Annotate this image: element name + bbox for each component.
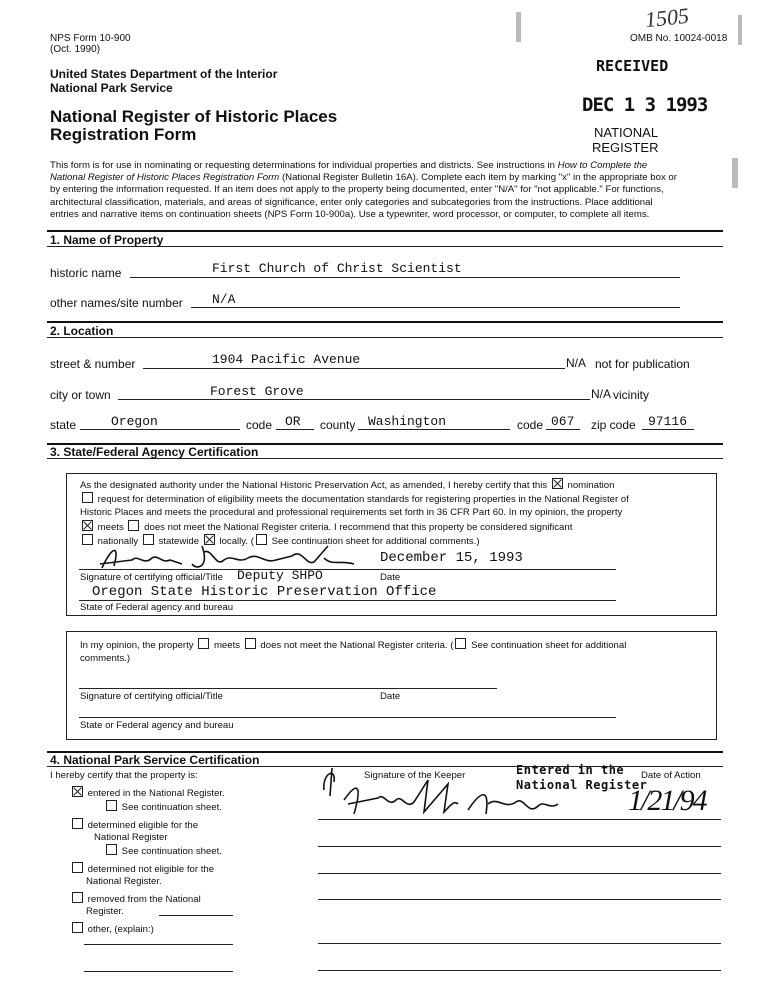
zip-line: [642, 429, 694, 430]
request-checkbox[interactable]: [82, 492, 93, 503]
historic-name-label: historic name: [50, 266, 122, 280]
agency-label: State of Federal agency and bureau: [80, 602, 234, 613]
entered-checkbox[interactable]: [72, 786, 83, 797]
other-explain-line: [84, 944, 233, 945]
not-for-publication-value[interactable]: N/A: [566, 356, 587, 370]
agency-label-2: State or Federal agency and bureau: [80, 720, 234, 731]
vicinity-value[interactable]: N/A: [591, 387, 612, 401]
section-divider: [47, 246, 723, 247]
signature-label: Signature of certifying official/Title: [80, 572, 223, 583]
historic-name-line: [130, 277, 680, 278]
form-title-line1: National Register of Historic Places: [50, 107, 338, 126]
omb-number: OMB No. 10024-0018: [630, 33, 728, 44]
scan-speck: [516, 12, 521, 42]
other-names-field[interactable]: N/A: [212, 292, 236, 307]
certifying-title[interactable]: Deputy SHPO: [237, 568, 323, 583]
not-eligible-checkbox[interactable]: [72, 862, 83, 873]
opinion-text: In my opinion, the property meets does not meet the National Register criteria. ( See continuation sheet for additional comments.): [80, 640, 627, 664]
other-explain-line: [84, 971, 233, 972]
zip-field[interactable]: 97116: [648, 414, 688, 429]
see-cont-checkbox-1[interactable]: [106, 800, 117, 811]
determined-eligible-checkbox[interactable]: [72, 818, 83, 829]
keeper-line: [318, 873, 721, 874]
signature-line: [79, 569, 616, 570]
removed-checkbox[interactable]: [72, 892, 83, 903]
see-cont-checkbox-2[interactable]: [106, 844, 117, 855]
form-date: (Oct. 1990): [50, 44, 101, 55]
county-code-field[interactable]: 067: [551, 414, 575, 429]
vicinity-label: vicinity: [613, 388, 650, 402]
form-title-line2: Registration Form: [50, 125, 197, 144]
street-field[interactable]: 1904 Pacific Avenue: [212, 352, 361, 367]
entered-stamp-2: National Register: [516, 778, 648, 792]
code-field[interactable]: OR: [285, 414, 301, 429]
keeper-line: [318, 943, 721, 944]
date-label: Date: [380, 572, 401, 583]
keeper-label: Signature of the Keeper: [364, 770, 466, 781]
keeper-line: [318, 846, 721, 847]
city-field[interactable]: Forest Grove: [210, 384, 304, 399]
scan-speck: [738, 15, 742, 45]
state-label: state: [50, 418, 77, 432]
other-names-line: [191, 307, 680, 308]
form-number: NPS Form 10-900: [50, 33, 131, 44]
agency-field[interactable]: Oregon State Historic Preservation Office: [92, 584, 437, 600]
not-for-publication-label: not for publication: [595, 357, 690, 371]
nomination-checkbox[interactable]: [552, 478, 563, 489]
opinion-meets-checkbox[interactable]: [198, 638, 209, 649]
nps-intro: I hereby certify that the property is:: [50, 770, 198, 781]
stamp-register: REGISTER: [592, 140, 659, 155]
county-line: [358, 429, 510, 430]
other-explain-line: [159, 915, 233, 916]
handwritten-number: 1505: [643, 2, 691, 33]
opinion-continuation-checkbox[interactable]: [455, 638, 466, 649]
certification-text: As the designated authority under the National Historic Preservation Act, as amended, I hereby certify that this nomination request for determination of eligibility meets the documentation standards for registering properties in the National Register of Historic Places and meets the procedural and professional requirements set forth in 36 CFR Part 60. In my opinion, the property meets does not meet the National Register criteria. I recommend that this property be considered significant nationally statewide locally. ( See continuation sheet for additional comments.): [80, 480, 629, 547]
section3-heading: 3. State/Federal Agency Certification: [50, 445, 259, 459]
department: United States Department of the Interior: [50, 67, 278, 81]
handwritten-action-date: 1/21/94: [628, 784, 706, 817]
keeper-line: [318, 819, 721, 820]
section-divider: [47, 321, 723, 323]
certification-date[interactable]: December 15, 1993: [380, 550, 523, 566]
received-date-stamp: DEC 1 3 1993: [582, 94, 708, 116]
stamp-national: NATIONAL: [594, 125, 659, 140]
section-divider: [47, 230, 723, 232]
county-field[interactable]: Washington: [368, 414, 447, 429]
section-divider: [47, 337, 723, 338]
street-label: street & number: [50, 357, 136, 371]
received-stamp: RECEIVED: [596, 57, 669, 75]
county-code-line: [546, 429, 580, 430]
does-not-meet-checkbox[interactable]: [128, 520, 139, 531]
signature-line: [79, 688, 497, 689]
section-divider: [47, 458, 723, 459]
service: National Park Service: [50, 81, 173, 95]
keeper-line: [318, 970, 721, 971]
state-field[interactable]: Oregon: [111, 414, 158, 429]
intro-paragraph: This form is for use in nominating or requesting determinations for individual properties and districts. See instructions in How to Complete the National Register of Historic Places Registration Form (National Register Bulletin 16A). Complete each item by marking "x" in the appropriate box or by entering the information requested. If an item does not apply to the property being documented, enter "N/A" for "not applicable." For functions, architectural classification, materials, and areas of significance, enter only categories and subcategories from the instructions. Place additional entries and narrative items on continuation sheets (NPS Form 10-900a). Use a typewriter, word processor, or computer, to complete all items.: [50, 160, 677, 220]
keeper-line: [318, 899, 721, 900]
section1-heading: 1. Name of Property: [50, 233, 164, 247]
other-checkbox[interactable]: [72, 922, 83, 933]
city-label: city or town: [50, 388, 111, 402]
date-label-2: Date: [380, 691, 401, 702]
code-label: code: [246, 418, 273, 432]
opinion-does-not-meet-checkbox[interactable]: [245, 638, 256, 649]
meets-checkbox[interactable]: [82, 520, 93, 531]
other-names-label: other names/site number: [50, 296, 183, 310]
agency-line: [79, 600, 616, 601]
county-label: county: [320, 418, 356, 432]
city-line: [118, 399, 590, 400]
county-code-label: code: [517, 418, 544, 432]
signature-label-2: Signature of certifying official/Title: [80, 691, 223, 702]
code-line: [276, 429, 314, 430]
historic-name-field[interactable]: First Church of Christ Scientist: [212, 261, 462, 276]
state-line: [80, 429, 240, 430]
date-of-action-label: Date of Action: [641, 770, 701, 781]
nps-options: entered in the National Register. See continuation sheet. determined eligible for the National Register See continuation sheet. determined not eligible for the National Register. removed from the National Register. other, (explain:): [70, 786, 225, 936]
agency-line-2: [79, 717, 616, 718]
street-line: [143, 368, 565, 369]
zip-label: zip code: [591, 418, 636, 432]
entered-stamp-1: Entered in the: [516, 763, 625, 777]
section2-heading: 2. Location: [50, 324, 114, 338]
section4-heading: 4. National Park Service Certification: [50, 753, 260, 767]
